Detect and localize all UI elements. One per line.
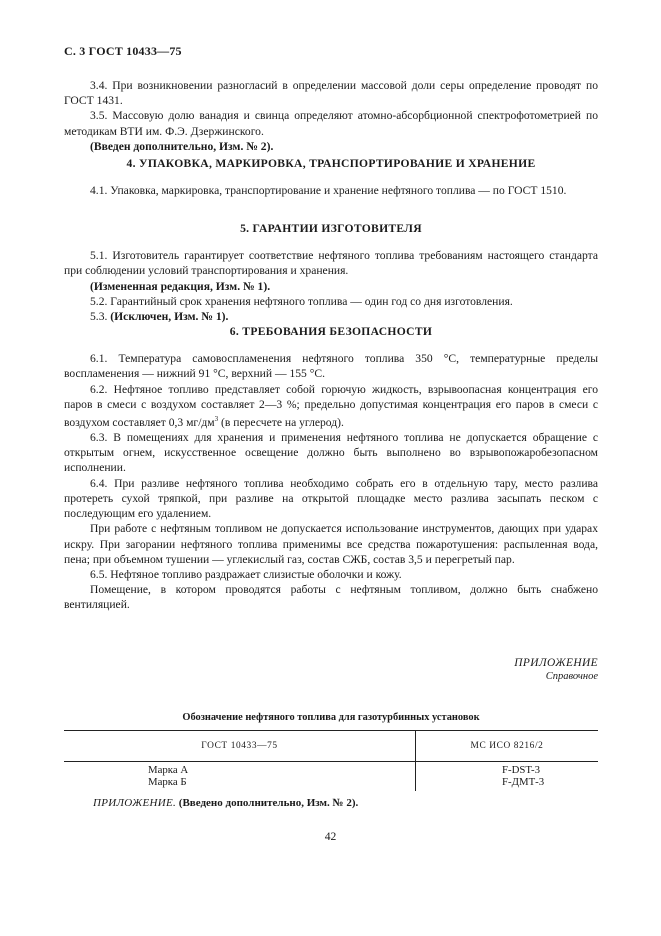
- appendix-note-label: ПРИЛОЖЕНИЕ.: [93, 797, 177, 809]
- table-header-gost: ГОСТ 10433—75: [64, 731, 416, 762]
- iso-code-b: F-ДМТ-3: [502, 776, 545, 788]
- paragraph-6-3: 6.3. В помещениях для хранения и применения нефтяного топлива не допускается обращение с открытым огнем, искусственное освещение должно быть выполнено во взрывопожаробезопасном исполнении.: [64, 431, 598, 475]
- paragraph-5-3-note: (Исключен, Изм. № 1).: [110, 310, 229, 324]
- appendix-note-text: (Введено дополнительно, Изм. № 2).: [178, 797, 359, 809]
- paragraph-6-2: [64, 382, 598, 430]
- appendix-subtitle: Справочное: [545, 671, 598, 682]
- page-header: С. 3 ГОСТ 10433—75: [64, 44, 182, 58]
- paragraph-6-2-text: 6.2. Нефтяное топливо представляет собой горючую жидкость, взрывоопасная концентрация его паров в смеси с воздухом составляет 2—3 %; предельно допустимая концентрация его паров в смеси с воздухом составляет 0,3 мг/дм: [64, 382, 598, 429]
- appendix-amendment-note: [93, 797, 358, 809]
- section6-block: [64, 324, 598, 613]
- paragraph-5-3-number: 5.3.: [90, 310, 108, 324]
- table-cell-grades: [64, 762, 416, 792]
- paragraph-3-5: 3.5. Массовую долю ванадия и свинца определяют атомно-абсорбционной спектрофотометрией по методикам ВТИ им. Ф.Э. Дзержинского.: [64, 109, 598, 138]
- table-cell-iso-codes: [416, 762, 599, 792]
- grade-a: Марка А: [148, 764, 189, 776]
- paragraph-6-5: 6.5. Нефтяное топливо раздражает слизистые оболочки и кожу.: [90, 567, 402, 581]
- section6-title: 6. ТРЕБОВАНИЯ БЕЗОПАСНОСТИ: [229, 325, 433, 338]
- page-number: 42: [324, 830, 337, 843]
- table-header-iso: МС ИСО 8216/2: [416, 731, 599, 762]
- appendix-title: ПРИЛОЖЕНИЕ: [514, 657, 598, 669]
- paragraph-6-4: 6.4. При разливе нефтяного топлива необходимо собрать его в отдельную тару, место разлива протереть сухой тряпкой, при разливе на открытой площадке место разлива засыпать песком с последующим его удалением.: [64, 476, 598, 521]
- grade-b: Марка Б: [148, 776, 187, 788]
- paragraph-6-1: 6.1. Температура самовоспламенения нефтяного топлива 350 °С, температурные пределы воспламенения — нижний 91 °С, верхний — 155 °С.: [64, 352, 598, 381]
- paragraph-4-1: 4.1. Упаковка, маркировка, транспортирование и хранение нефтяного топлива — по ГОСТ 1510.: [90, 184, 567, 198]
- paragraph-5-3: [64, 309, 598, 324]
- section4-title: 4. УПАКОВКА, МАРКИРОВКА, ТРАНСПОРТИРОВАНИЕ И ХРАНЕНИЕ: [126, 157, 536, 170]
- table-header-row: [64, 731, 598, 762]
- iso-code-a: F-DST-3: [502, 764, 540, 776]
- fuel-designation-table: [64, 730, 598, 791]
- paragraph-5-2: 5.2. Гарантийный срок хранения нефтяного топлива — один год со дня изготовления.: [90, 294, 513, 308]
- amendment-note-5-1: (Измененная редакция, Изм. № 1).: [90, 279, 271, 293]
- section3-block: [64, 78, 598, 154]
- table-title: Обозначение нефтяного топлива для газотурбинных установок: [182, 712, 480, 723]
- table-row: [64, 762, 598, 792]
- section5-title: 5. ГАРАНТИИ ИЗГОТОВИТЕЛЯ: [240, 222, 422, 235]
- appendix-label: [514, 656, 598, 684]
- amendment-note-3: (Введен дополнительно, Изм. № 2).: [90, 139, 274, 153]
- paragraph-6-5-ventilation: Помещение, в котором проводятся работы с нефтяным топливом, должно быть снабжено вентиляцией.: [64, 583, 598, 612]
- section4-block: [64, 156, 598, 198]
- paragraph-3-4: 3.4. При возникновении разногласий в определении массовой доли серы определение проводят по ГОСТ 1431.: [64, 79, 598, 108]
- paragraph-6-2-tail: (в пересчете на углерод).: [218, 415, 344, 429]
- section5-block: [64, 221, 598, 324]
- paragraph-6-4-fire: При работе с нефтяным топливом не допускается использование инструментов, дающих при ударах искру. При загорании нефтяного топлива применимы все средства пожаротушения: распыленная вода, пена; при объемном тушении — углекислый газ, состав СЖБ, состав 3,5 и перегретый пар.: [64, 522, 598, 566]
- superscript-3: 3: [214, 415, 219, 424]
- paragraph-5-1: 5.1. Изготовитель гарантирует соответствие нефтяного топлива требованиям настоящего стандарта при соблюдении условий транспортирования и хранения.: [64, 249, 598, 278]
